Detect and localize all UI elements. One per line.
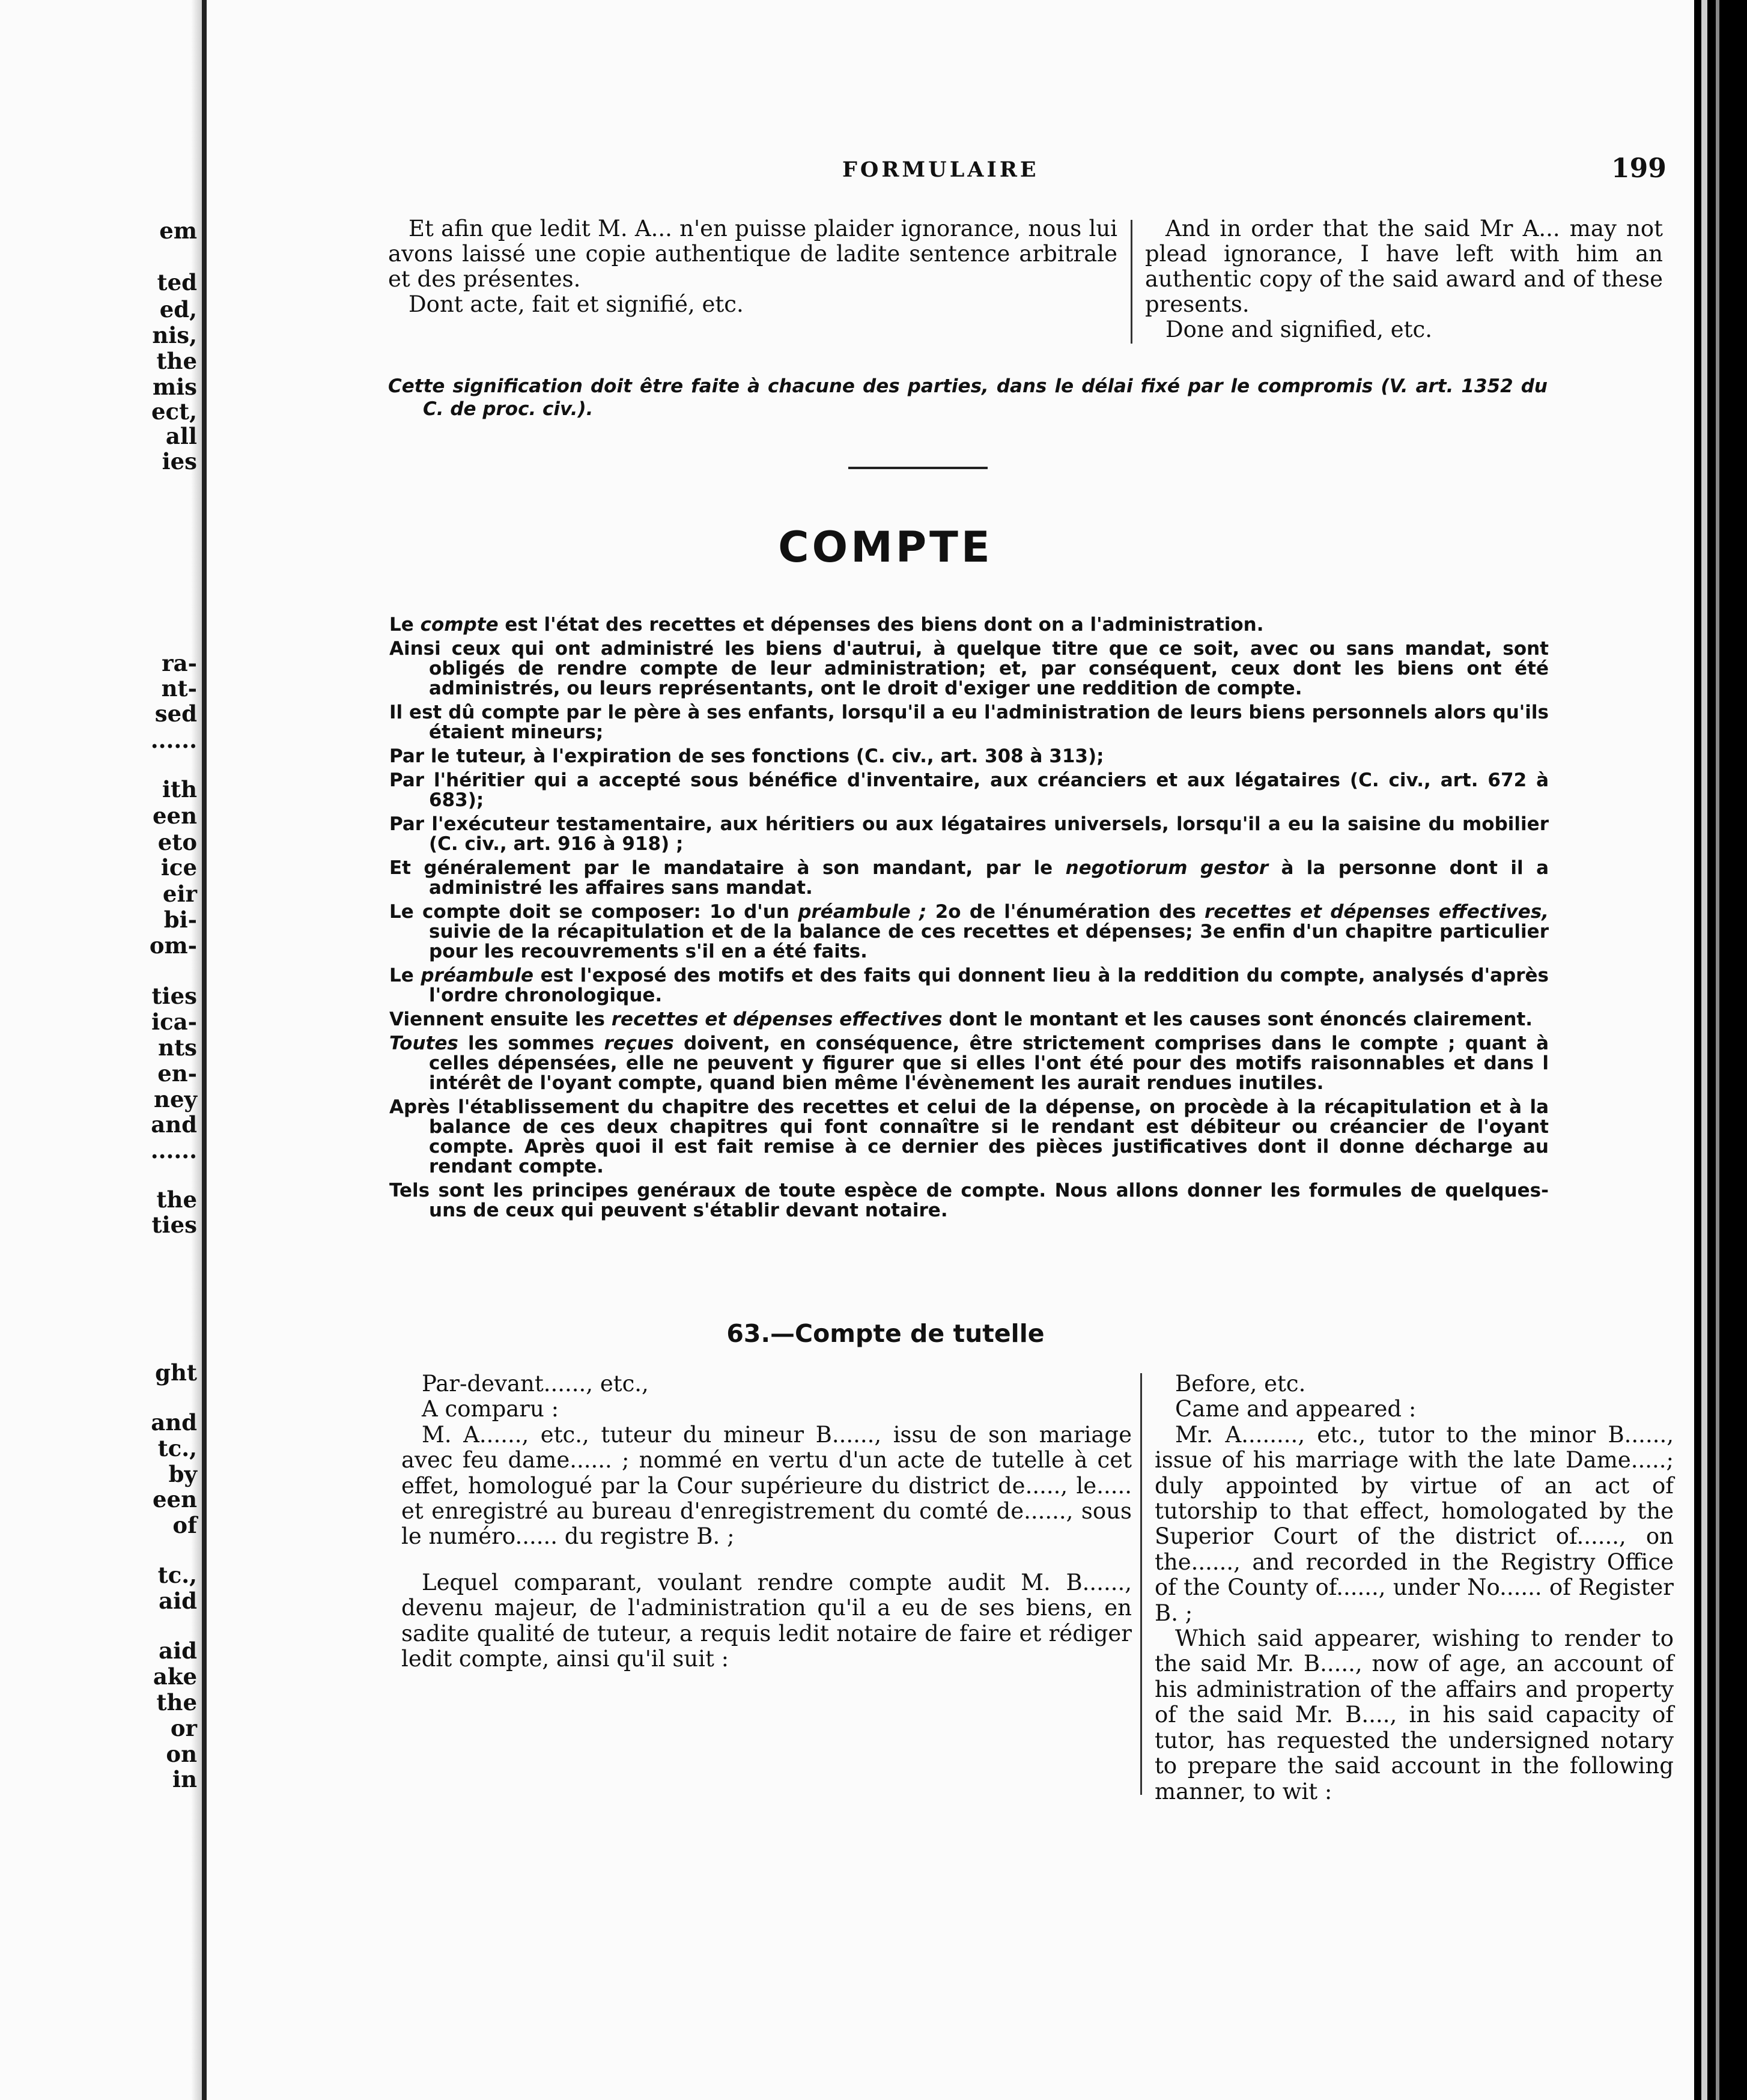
top-column-english [1145,216,1663,342]
facing-page-fragment: ted [157,269,197,296]
body-paragraph: Par le tuteur, à l'expiration de ses fonctions (C. civ., art. 308 à 313); [389,745,1104,767]
facing-page-fragment: nt- [161,675,197,702]
subsection-title: 63.—Compte de tutelle [726,1319,1045,1348]
facing-page-fragment: and [151,1111,197,1138]
facing-page-fragment: ght [155,1359,197,1386]
page-number: 199 [1611,153,1666,184]
facing-page-fragment: aid [159,1637,197,1664]
facing-page-fragment: ed, [159,296,197,323]
top-fr-closing: Dont acte, fait et signifié, etc. [409,291,744,317]
facing-page-fragment: eir [162,881,197,907]
facing-page-fragment: bi- [163,906,197,933]
facing-page-fragment: the [156,1689,197,1716]
top-en-paragraph: And in order that the said Mr A... may not plead ignorance, I have left with him an authentic copy of the said award and of these presents. [1145,216,1663,317]
facing-page-fragment: ies [162,448,197,475]
facing-page-fragment: and [151,1409,197,1436]
top-fr-paragraph: Et afin que ledit M. A... n'en puisse plaider ignorance, nous lui avons laissé une copie authentique de ladite sentence arbitrale et des présentes. [388,216,1117,292]
page [211,0,1694,2100]
signification-note [388,375,1548,420]
facing-page-fragment: the [156,1186,197,1213]
facing-page-fragment: ties [151,1212,197,1238]
facing-page-fragment: en- [157,1060,197,1087]
running-head: FORMULAIRE [842,157,1039,182]
en-line: Came and appeared : [1175,1396,1417,1422]
body-paragraph: Tels sont les principes genéraux de toute espèce de compte. Nous allons donner les formules de quelques-uns de ceux qui peuvent s'établir devant notaire. [389,1180,1549,1221]
facing-page-fragment: mis [152,374,197,400]
facing-page-fragment: eto [157,829,197,855]
facing-page-fragment: on [166,1741,197,1767]
body-paragraph: Le compte doit se composer: 1o d'un préambule ; 2o de l'énumération des recettes et dépenses effectives, suivie de la récapitulation et de la balance de ces recettes et dépenses; 3e enfin d'un chapitre particulier pour les recouvrements s'il en a été faits. [389,901,1549,962]
facing-page-fragment: ect, [151,398,197,425]
fr-paragraph: Lequel comparant, voulant rendre compte audit M. B......, devenu majeur, de l'administration qu'il a eu de ses biens, en sadite qualité de tuteur, a requis ledit notaire de faire et rédiger ledit compte, ainsi qu'il suit : [401,1569,1132,1672]
body-paragraph: Viennent ensuite les recettes et dépenses effectives dont le montant et les causes sont énoncés clairement. [389,1009,1533,1030]
body-paragraph: Ainsi ceux qui ont administré les biens d'autrui, à quelque titre que ce soit, avec ou sans mandat, sont obligés de rendre compte de leur administration; et, par conséquent, ceux dont les biens ont été administrés, ou leurs représentants, ont le droit d'exiger une reddition de compte. [389,638,1549,699]
facing-page-fragment: by [168,1461,197,1487]
facing-page-fragment: ties [151,983,197,1009]
book-edge [1716,0,1719,2100]
facing-page-fragment: nis, [152,322,197,348]
facing-page-fragment: the [156,348,197,374]
facing-page-fragment: ake [153,1663,197,1690]
facing-page-fragment: ...... [150,1137,197,1164]
facing-page [0,0,211,2100]
fr-paragraph: M. A......, etc., tuteur du mineur B......, issu de son mariage avec feu dame...... ; nommé en vertu d'un acte de tutelle à cet effet, homologué par la Cour supérieure du district de....., le..... et enregistré au bureau d'enregistrement du comté de......, sous le numéro...... du registre B. ; [401,1421,1132,1550]
facing-page-fragment: all [165,423,197,449]
body-paragraph: Par l'exécuteur testamentaire, aux héritiers ou aux légataires universels, lorsqu'il a eu la saisine du mobilier (C. civ., art. 916 à 918) ; [389,813,1549,855]
facing-page-fragment: sed [154,700,197,727]
bottom-column-english [1155,1371,1674,1804]
book-edge [1701,0,1707,2100]
top-column-french [388,216,1117,317]
facing-page-fragment: ica- [151,1009,197,1035]
fr-line: Par-devant......, etc., [422,1371,649,1397]
facing-page-fragment: nts [158,1034,197,1061]
body-paragraph: Et généralement par le mandataire à son mandant, par le negotiorum gestor à la personne dont il a administré les affaires sans mandat. [389,857,1549,899]
facing-page-fragment: or [170,1715,197,1741]
facing-page-fragment: ice [160,854,197,881]
body-paragraph: Le préambule est l'exposé des motifs et des faits qui donnent lieu à la reddition du compte, analysés d'après l'ordre chronologique. [389,965,1549,1006]
facing-page-fragment: tc., [157,1562,197,1588]
bottom-column-french [401,1371,1132,1672]
facing-page-fragment: aid [159,1588,197,1614]
body-paragraph: Le compte est l'état des recettes et dépenses des biens dont on a l'administration. [389,614,1264,636]
facing-page-fragment: ...... [150,727,197,753]
column-divider [1140,1373,1142,1795]
facing-page-fragment: een [153,1486,197,1513]
facing-page-fragment: in [172,1766,197,1792]
column-divider [1131,220,1132,344]
body-paragraph: Par l'héritier qui a accepté sous bénéfice d'inventaire, aux créanciers et aux légataires (C. civ., art. 672 à 683); [389,769,1549,811]
en-paragraph: Which said appearer, wishing to render to the said Mr. B....., now of age, an account of his administration of the affairs and property of the said Mr. B...., in his said capacity of tutor, has requested the undersigned notary to prepare the said account in the following manner, to wit : [1155,1625,1674,1804]
body-paragraph: Il est dû compte par le père à ses enfants, lorsqu'il a eu l'administration de leurs biens personnels alors qu'ils étaient mineurs; [389,702,1549,743]
facing-page-fragment: of [172,1512,197,1538]
en-line: Before, etc. [1175,1371,1306,1397]
top-en-closing: Done and signified, etc. [1165,317,1432,342]
facing-page-fragment: ith [162,776,197,803]
facing-page-fragment: ney [154,1086,197,1112]
facing-page-fragment: een [153,803,197,829]
binding-line [202,0,207,2100]
section-title: COMPTE [778,523,993,572]
facing-page-fragment: tc., [157,1435,197,1461]
body-paragraph: Après l'établissement du chapitre des recettes et celui de la dépense, on procède à la récapitulation et à la balance de ces deux chapitres qui font connaître si le rendant est débiteur ou créancier de l'oyant compte. Après quoi il est fait remise à ce dernier des pièces justificatives dont il donne décharge au rendant compte. [389,1096,1549,1177]
section-rule [848,467,988,469]
body-paragraph: Toutes les sommes reçues doivent, en conséquence, être strictement comprises dans le compte ; quant à celles dépensées, elle ne peuvent y figurer que si elles l'ont été pour des motifs raisonnables et dans l intérêt de l'oyant compte, quand bien même l'évènement les aurait rendues inutiles. [389,1033,1549,1094]
note-text: Cette signification doit être faite à chacune des parties, dans le délai fixé par le compromis (V. art. 1352 du C. de proc. civ.). [388,375,1548,420]
en-paragraph: Mr. A........, etc., tutor to the minor B......, issue of his marriage with the late Dame.....; duly appointed by virtue of an act of tutorship to that effect, homologated by the Superior Court of the district of......, on the......, and recorded in the Registry Office of the County of......, under No...... of Register B. ; [1155,1421,1674,1626]
section-body [389,615,1549,1225]
facing-page-fragment: om- [149,932,197,959]
facing-page-fragment: em [159,217,197,244]
facing-page-fragment: ra- [162,650,197,676]
fr-line: A comparu : [422,1396,559,1422]
